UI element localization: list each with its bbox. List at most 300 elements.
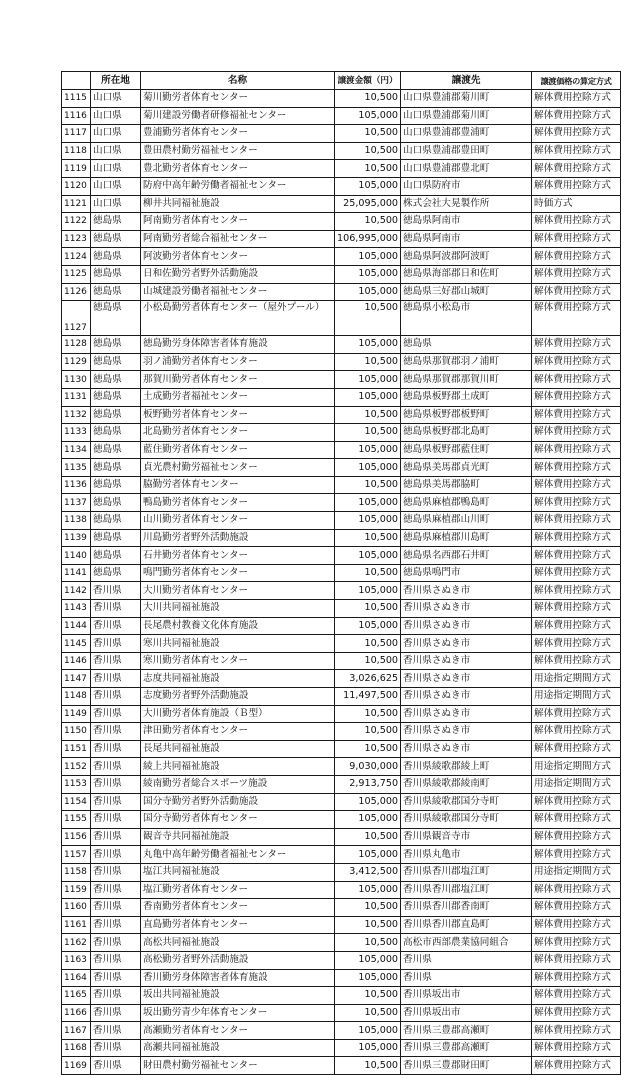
cell-name: 国分寺勤労者野外活動施設 (141, 793, 335, 811)
cell-name: 志度共同福祉施設 (141, 670, 335, 688)
cell-method: 解体費用控除方式 (532, 248, 621, 266)
table-row (62, 476, 621, 494)
cell-name: 坂出共同福祉施設 (141, 987, 335, 1005)
cell-method: 解体費用控除方式 (532, 1004, 621, 1022)
table-row (62, 863, 621, 881)
cell-name: 柳井共同福祉施設 (141, 195, 335, 213)
cell-name: 香南勤労者体育センター (141, 899, 335, 917)
header-name: 名称 (141, 72, 335, 90)
cell-method: 用途指定期間方式 (532, 758, 621, 776)
cell-method: 解体費用控除方式 (532, 125, 621, 143)
cell-method: 解体費用控除方式 (532, 353, 621, 371)
cell-recipient: 山口県防府市 (401, 177, 532, 195)
cell-amount: 10,500 (335, 635, 401, 653)
cell-recipient: 徳島県海部郡日和佐町 (401, 265, 532, 283)
table-row (62, 265, 621, 283)
table-row (62, 1039, 621, 1057)
cell-number: 1141 (62, 564, 91, 582)
cell-number: 1143 (62, 600, 91, 618)
cell-prefecture: 徳島県 (91, 564, 141, 582)
table-row (62, 758, 621, 776)
cell-name: 阿南勤労者体育センター (141, 213, 335, 231)
cell-name: 貞光農村勤労福祉センター (141, 459, 335, 477)
cell-prefecture: 香川県 (91, 617, 141, 635)
cell-amount: 105,000 (335, 371, 401, 389)
cell-method: 解体費用控除方式 (532, 213, 621, 231)
cell-name: 山城建設労働者福祉センター (141, 283, 335, 301)
table-row (62, 600, 621, 618)
table-row (62, 459, 621, 477)
cell-prefecture: 香川県 (91, 793, 141, 811)
cell-recipient: 香川県香川郡塩江町 (401, 881, 532, 899)
cell-amount: 10,500 (335, 142, 401, 160)
cell-method: 解体費用控除方式 (532, 617, 621, 635)
cell-name: 香川勤労身体障害者体育施設 (141, 969, 335, 987)
table-row (62, 635, 621, 653)
cell-number: 1149 (62, 705, 91, 723)
cell-amount: 10,500 (335, 476, 401, 494)
cell-number: 1126 (62, 283, 91, 301)
cell-method: 解体費用控除方式 (532, 635, 621, 653)
cell-recipient: 香川県さぬき市 (401, 600, 532, 618)
cell-method: 解体費用控除方式 (532, 424, 621, 442)
cell-amount: 10,500 (335, 529, 401, 547)
cell-prefecture: 香川県 (91, 811, 141, 829)
cell-prefecture: 香川県 (91, 670, 141, 688)
cell-amount: 10,500 (335, 564, 401, 582)
cell-recipient: 徳島県小松島市 (401, 301, 532, 336)
cell-prefecture: 山口県 (91, 160, 141, 178)
cell-method: 解体費用控除方式 (532, 740, 621, 758)
cell-prefecture: 徳島県 (91, 494, 141, 512)
cell-name: 高瀬勤労者体育センター (141, 1022, 335, 1040)
cell-number: 1151 (62, 740, 91, 758)
cell-recipient: 香川県 (401, 969, 532, 987)
cell-prefecture: 香川県 (91, 881, 141, 899)
table-row (62, 441, 621, 459)
cell-name: 塩江共同福祉施設 (141, 863, 335, 881)
cell-number: 1125 (62, 265, 91, 283)
cell-name: 板野勤労者体育センター (141, 406, 335, 424)
cell-name: 阿南勤労者総合福祉センター (141, 230, 335, 248)
cell-method: 解体費用控除方式 (532, 547, 621, 565)
cell-amount: 9,030,000 (335, 758, 401, 776)
cell-number: 1159 (62, 881, 91, 899)
table-row (62, 916, 621, 934)
cell-amount: 105,000 (335, 846, 401, 864)
table-row (62, 881, 621, 899)
cell-name: 観音寺共同福祉施設 (141, 828, 335, 846)
cell-method: 解体費用控除方式 (532, 828, 621, 846)
cell-name: 豊田農村勤労福祉センター (141, 142, 335, 160)
table-row (62, 1004, 621, 1022)
cell-prefecture: 香川県 (91, 758, 141, 776)
cell-recipient: 香川県さぬき市 (401, 705, 532, 723)
cell-prefecture: 徳島県 (91, 301, 141, 336)
cell-name: 長尾共同福祉施設 (141, 740, 335, 758)
cell-method: 解体費用控除方式 (532, 705, 621, 723)
cell-prefecture: 香川県 (91, 987, 141, 1005)
cell-recipient: 徳島県板野郡北島町 (401, 424, 532, 442)
cell-name: 阿波勤労者体育センター (141, 248, 335, 266)
cell-amount: 105,000 (335, 494, 401, 512)
cell-name: 小松島勤労者体育センター（屋外プール） (141, 301, 335, 336)
table-row (62, 670, 621, 688)
cell-name: 大川共同福祉施設 (141, 600, 335, 618)
cell-number: 1163 (62, 951, 91, 969)
table-row (62, 934, 621, 952)
cell-amount: 10,500 (335, 987, 401, 1005)
cell-amount: 10,500 (335, 406, 401, 424)
cell-number: 1146 (62, 652, 91, 670)
cell-recipient: 香川県坂出市 (401, 1004, 532, 1022)
cell-method: 解体費用控除方式 (532, 564, 621, 582)
table-row (62, 705, 621, 723)
cell-name: 高瀬共同福祉施設 (141, 1039, 335, 1057)
cell-recipient: 徳島県板野郡土成町 (401, 388, 532, 406)
cell-method: 解体費用控除方式 (532, 160, 621, 178)
cell-method: 用途指定期間方式 (532, 688, 621, 706)
cell-method: 解体費用控除方式 (532, 336, 621, 354)
cell-name: 坂出勤労青少年体育センター (141, 1004, 335, 1022)
cell-number: 1115 (62, 90, 91, 108)
cell-number: 1136 (62, 476, 91, 494)
cell-prefecture: 香川県 (91, 1039, 141, 1057)
cell-amount: 105,000 (335, 1039, 401, 1057)
cell-method: 解体費用控除方式 (532, 652, 621, 670)
cell-amount: 105,000 (335, 388, 401, 406)
cell-number: 1128 (62, 336, 91, 354)
cell-name: 綾南勤労者総合スポーツ施設 (141, 775, 335, 793)
cell-prefecture: 徳島県 (91, 371, 141, 389)
cell-recipient: 香川県観音寺市 (401, 828, 532, 846)
cell-number: 1127 (62, 301, 91, 336)
cell-name: 北島勤労者体育センター (141, 424, 335, 442)
cell-number: 1140 (62, 547, 91, 565)
cell-method: 解体費用控除方式 (532, 582, 621, 600)
table-row (62, 424, 621, 442)
cell-amount: 10,500 (335, 90, 401, 108)
cell-prefecture: 山口県 (91, 195, 141, 213)
cell-recipient: 徳島県 (401, 336, 532, 354)
header-no (62, 72, 91, 90)
cell-method: 解体費用控除方式 (532, 1057, 621, 1075)
cell-method: 用途指定期間方式 (532, 863, 621, 881)
table-row (62, 582, 621, 600)
cell-number: 1135 (62, 459, 91, 477)
table-row (62, 529, 621, 547)
cell-prefecture: 香川県 (91, 934, 141, 952)
table-row (62, 230, 621, 248)
table-row (62, 652, 621, 670)
cell-number: 1124 (62, 248, 91, 266)
cell-number: 1133 (62, 424, 91, 442)
cell-amount: 10,500 (335, 705, 401, 723)
cell-name: 大川勤労者体育センター (141, 582, 335, 600)
cell-prefecture: 徳島県 (91, 424, 141, 442)
cell-name: 那賀川勤労者体育センター (141, 371, 335, 389)
cell-number: 1156 (62, 828, 91, 846)
cell-prefecture: 香川県 (91, 899, 141, 917)
cell-number: 1131 (62, 388, 91, 406)
cell-method: 解体費用控除方式 (532, 600, 621, 618)
cell-number: 1119 (62, 160, 91, 178)
cell-amount: 10,500 (335, 424, 401, 442)
cell-method: 解体費用控除方式 (532, 512, 621, 530)
cell-amount: 10,500 (335, 600, 401, 618)
table-row (62, 336, 621, 354)
cell-number: 1132 (62, 406, 91, 424)
cell-prefecture: 徳島県 (91, 230, 141, 248)
cell-prefecture: 香川県 (91, 775, 141, 793)
cell-method: 解体費用控除方式 (532, 459, 621, 477)
cell-amount: 105,000 (335, 265, 401, 283)
cell-number: 1165 (62, 987, 91, 1005)
cell-amount: 105,000 (335, 547, 401, 565)
cell-recipient: 香川県坂出市 (401, 987, 532, 1005)
header-recipient: 譲渡先 (401, 72, 532, 90)
cell-amount: 105,000 (335, 459, 401, 477)
cell-amount: 105,000 (335, 336, 401, 354)
cell-prefecture: 徳島県 (91, 265, 141, 283)
cell-name: 脇勤労者体育センター (141, 476, 335, 494)
cell-method: 解体費用控除方式 (532, 793, 621, 811)
cell-method: 解体費用控除方式 (532, 406, 621, 424)
cell-number: 1148 (62, 688, 91, 706)
cell-name: 防府中高年齢労働者福祉センター (141, 177, 335, 195)
cell-recipient: 香川県三豊郡高瀬町 (401, 1022, 532, 1040)
cell-prefecture: 香川県 (91, 1004, 141, 1022)
cell-recipient: 株式会社大晃製作所 (401, 195, 532, 213)
cell-recipient: 香川県さぬき市 (401, 635, 532, 653)
cell-method: 解体費用控除方式 (532, 107, 621, 125)
cell-name: 藍住勤労者体育センター (141, 441, 335, 459)
cell-amount: 10,500 (335, 1004, 401, 1022)
cell-number: 1134 (62, 441, 91, 459)
cell-method: 解体費用控除方式 (532, 987, 621, 1005)
cell-number: 1153 (62, 775, 91, 793)
table-row (62, 547, 621, 565)
table-row (62, 195, 621, 213)
cell-prefecture: 香川県 (91, 916, 141, 934)
cell-method: 解体費用控除方式 (532, 1039, 621, 1057)
cell-recipient: 香川県香川郡直島町 (401, 916, 532, 934)
cell-method: 解体費用控除方式 (532, 899, 621, 917)
cell-name: 国分寺勤労者体育センター (141, 811, 335, 829)
cell-number: 1150 (62, 723, 91, 741)
cell-recipient: 香川県さぬき市 (401, 670, 532, 688)
cell-recipient: 徳島県名西郡石井町 (401, 547, 532, 565)
cell-prefecture: 徳島県 (91, 547, 141, 565)
cell-prefecture: 徳島県 (91, 353, 141, 371)
cell-prefecture: 徳島県 (91, 512, 141, 530)
cell-method: 解体費用控除方式 (532, 177, 621, 195)
cell-method: 解体費用控除方式 (532, 301, 621, 336)
cell-name: 長尾農村教養文化体育施設 (141, 617, 335, 635)
table-row (62, 723, 621, 741)
cell-number: 1139 (62, 529, 91, 547)
cell-prefecture: 山口県 (91, 107, 141, 125)
cell-prefecture: 徳島県 (91, 441, 141, 459)
cell-prefecture: 山口県 (91, 125, 141, 143)
cell-prefecture: 香川県 (91, 635, 141, 653)
cell-amount: 11,497,500 (335, 688, 401, 706)
cell-prefecture: 徳島県 (91, 406, 141, 424)
cell-recipient: 徳島県鳴門市 (401, 564, 532, 582)
table-row (62, 828, 621, 846)
cell-amount: 10,500 (335, 723, 401, 741)
cell-number: 1168 (62, 1039, 91, 1057)
header-prefecture: 所在地 (91, 72, 141, 90)
cell-method: 解体費用控除方式 (532, 476, 621, 494)
cell-amount: 10,500 (335, 740, 401, 758)
table-row (62, 1057, 621, 1075)
table-row (62, 688, 621, 706)
cell-method: 解体費用控除方式 (532, 723, 621, 741)
cell-name: 日和佐勤労者野外活動施設 (141, 265, 335, 283)
cell-method: 解体費用控除方式 (532, 811, 621, 829)
cell-prefecture: 徳島県 (91, 283, 141, 301)
cell-recipient: 徳島県板野郡藍住町 (401, 441, 532, 459)
cell-recipient: 香川県三豊郡財田町 (401, 1057, 532, 1075)
cell-amount: 10,500 (335, 1057, 401, 1075)
cell-name: 豊浦勤労者体育センター (141, 125, 335, 143)
cell-prefecture: 徳島県 (91, 336, 141, 354)
cell-prefecture: 山口県 (91, 90, 141, 108)
cell-number: 1169 (62, 1057, 91, 1075)
cell-recipient: 山口県豊浦郡菊川町 (401, 107, 532, 125)
cell-number: 1123 (62, 230, 91, 248)
cell-amount: 10,500 (335, 828, 401, 846)
cell-recipient: 香川県さぬき市 (401, 740, 532, 758)
cell-amount: 105,000 (335, 951, 401, 969)
cell-name: 大川勤労者体育施設（Ｂ型） (141, 705, 335, 723)
cell-prefecture: 香川県 (91, 863, 141, 881)
cell-recipient: 香川県 (401, 951, 532, 969)
table-row (62, 177, 621, 195)
cell-prefecture: 香川県 (91, 951, 141, 969)
cell-prefecture: 香川県 (91, 705, 141, 723)
cell-number: 1122 (62, 213, 91, 231)
cell-recipient: 香川県香川郡香南町 (401, 899, 532, 917)
cell-name: 川島勤労者野外活動施設 (141, 529, 335, 547)
cell-prefecture: 徳島県 (91, 213, 141, 231)
header-method: 譲渡価格の算定方式 (532, 72, 621, 90)
cell-name: 石井勤労者体育センター (141, 547, 335, 565)
cell-amount: 10,500 (335, 160, 401, 178)
cell-prefecture: 香川県 (91, 846, 141, 864)
cell-recipient: 山口県豊浦郡豊田町 (401, 142, 532, 160)
table-row (62, 406, 621, 424)
cell-prefecture: 香川県 (91, 582, 141, 600)
cell-number: 1137 (62, 494, 91, 512)
table-row (62, 388, 621, 406)
cell-amount: 105,000 (335, 512, 401, 530)
table-row (62, 283, 621, 301)
cell-name: 土成勤労者福祉センター (141, 388, 335, 406)
cell-method: 解体費用控除方式 (532, 265, 621, 283)
cell-method: 解体費用控除方式 (532, 441, 621, 459)
cell-recipient: 香川県さぬき市 (401, 723, 532, 741)
table-row (62, 160, 621, 178)
cell-method: 解体費用控除方式 (532, 494, 621, 512)
cell-amount: 2,913,750 (335, 775, 401, 793)
table-row (62, 512, 621, 530)
cell-method: 解体費用控除方式 (532, 371, 621, 389)
cell-recipient: 香川県綾歌郡国分寺町 (401, 793, 532, 811)
cell-prefecture: 香川県 (91, 969, 141, 987)
cell-number: 1167 (62, 1022, 91, 1040)
cell-method: 解体費用控除方式 (532, 90, 621, 108)
cell-name: 羽ノ浦勤労者体育センター (141, 353, 335, 371)
transfer-table (61, 71, 621, 1075)
cell-number: 1121 (62, 195, 91, 213)
cell-amount: 105,000 (335, 881, 401, 899)
cell-amount: 10,500 (335, 934, 401, 952)
cell-number: 1144 (62, 617, 91, 635)
cell-prefecture: 香川県 (91, 1057, 141, 1075)
cell-number: 1118 (62, 142, 91, 160)
cell-amount: 10,500 (335, 125, 401, 143)
table-row (62, 775, 621, 793)
cell-recipient: 徳島県阿南市 (401, 230, 532, 248)
cell-method: 解体費用控除方式 (532, 388, 621, 406)
cell-name: 志度勤労者野外活動施設 (141, 688, 335, 706)
cell-recipient: 香川県香川郡塩江町 (401, 863, 532, 881)
cell-amount: 25,095,000 (335, 195, 401, 213)
table-row (62, 248, 621, 266)
table-row (62, 90, 621, 108)
cell-prefecture: 山口県 (91, 142, 141, 160)
cell-name: 津田勤労者体育センター (141, 723, 335, 741)
cell-method: 解体費用控除方式 (532, 934, 621, 952)
cell-amount: 105,000 (335, 1022, 401, 1040)
table-row (62, 564, 621, 582)
cell-number: 1129 (62, 353, 91, 371)
cell-name: 高松勤労者野外活動施設 (141, 951, 335, 969)
table-row (62, 899, 621, 917)
cell-amount: 105,000 (335, 283, 401, 301)
cell-amount: 106,995,000 (335, 230, 401, 248)
header-amount: 譲渡金額（円） (335, 72, 401, 90)
cell-name: 鳴門勤労者体育センター (141, 564, 335, 582)
cell-recipient: 香川県さぬき市 (401, 617, 532, 635)
cell-method: 解体費用控除方式 (532, 846, 621, 864)
cell-method: 解体費用控除方式 (532, 1022, 621, 1040)
cell-prefecture: 香川県 (91, 828, 141, 846)
cell-method: 解体費用控除方式 (532, 142, 621, 160)
cell-number: 1145 (62, 635, 91, 653)
cell-recipient: 高松市西部農業協同組合 (401, 934, 532, 952)
cell-number: 1120 (62, 177, 91, 195)
cell-recipient: 香川県綾歌郡国分寺町 (401, 811, 532, 829)
cell-recipient: 香川県三豊郡高瀬町 (401, 1039, 532, 1057)
cell-amount: 105,000 (335, 177, 401, 195)
cell-amount: 105,000 (335, 811, 401, 829)
table-row (62, 793, 621, 811)
cell-number: 1138 (62, 512, 91, 530)
cell-amount: 105,000 (335, 107, 401, 125)
cell-method: 解体費用控除方式 (532, 916, 621, 934)
cell-amount: 105,000 (335, 617, 401, 635)
cell-amount: 105,000 (335, 441, 401, 459)
cell-number: 1147 (62, 670, 91, 688)
cell-name: 徳島勤労身体障害者体育施設 (141, 336, 335, 354)
cell-method: 時価方式 (532, 195, 621, 213)
cell-name: 財田農村勤労福祉センター (141, 1057, 335, 1075)
table-row (62, 951, 621, 969)
cell-amount: 105,000 (335, 248, 401, 266)
